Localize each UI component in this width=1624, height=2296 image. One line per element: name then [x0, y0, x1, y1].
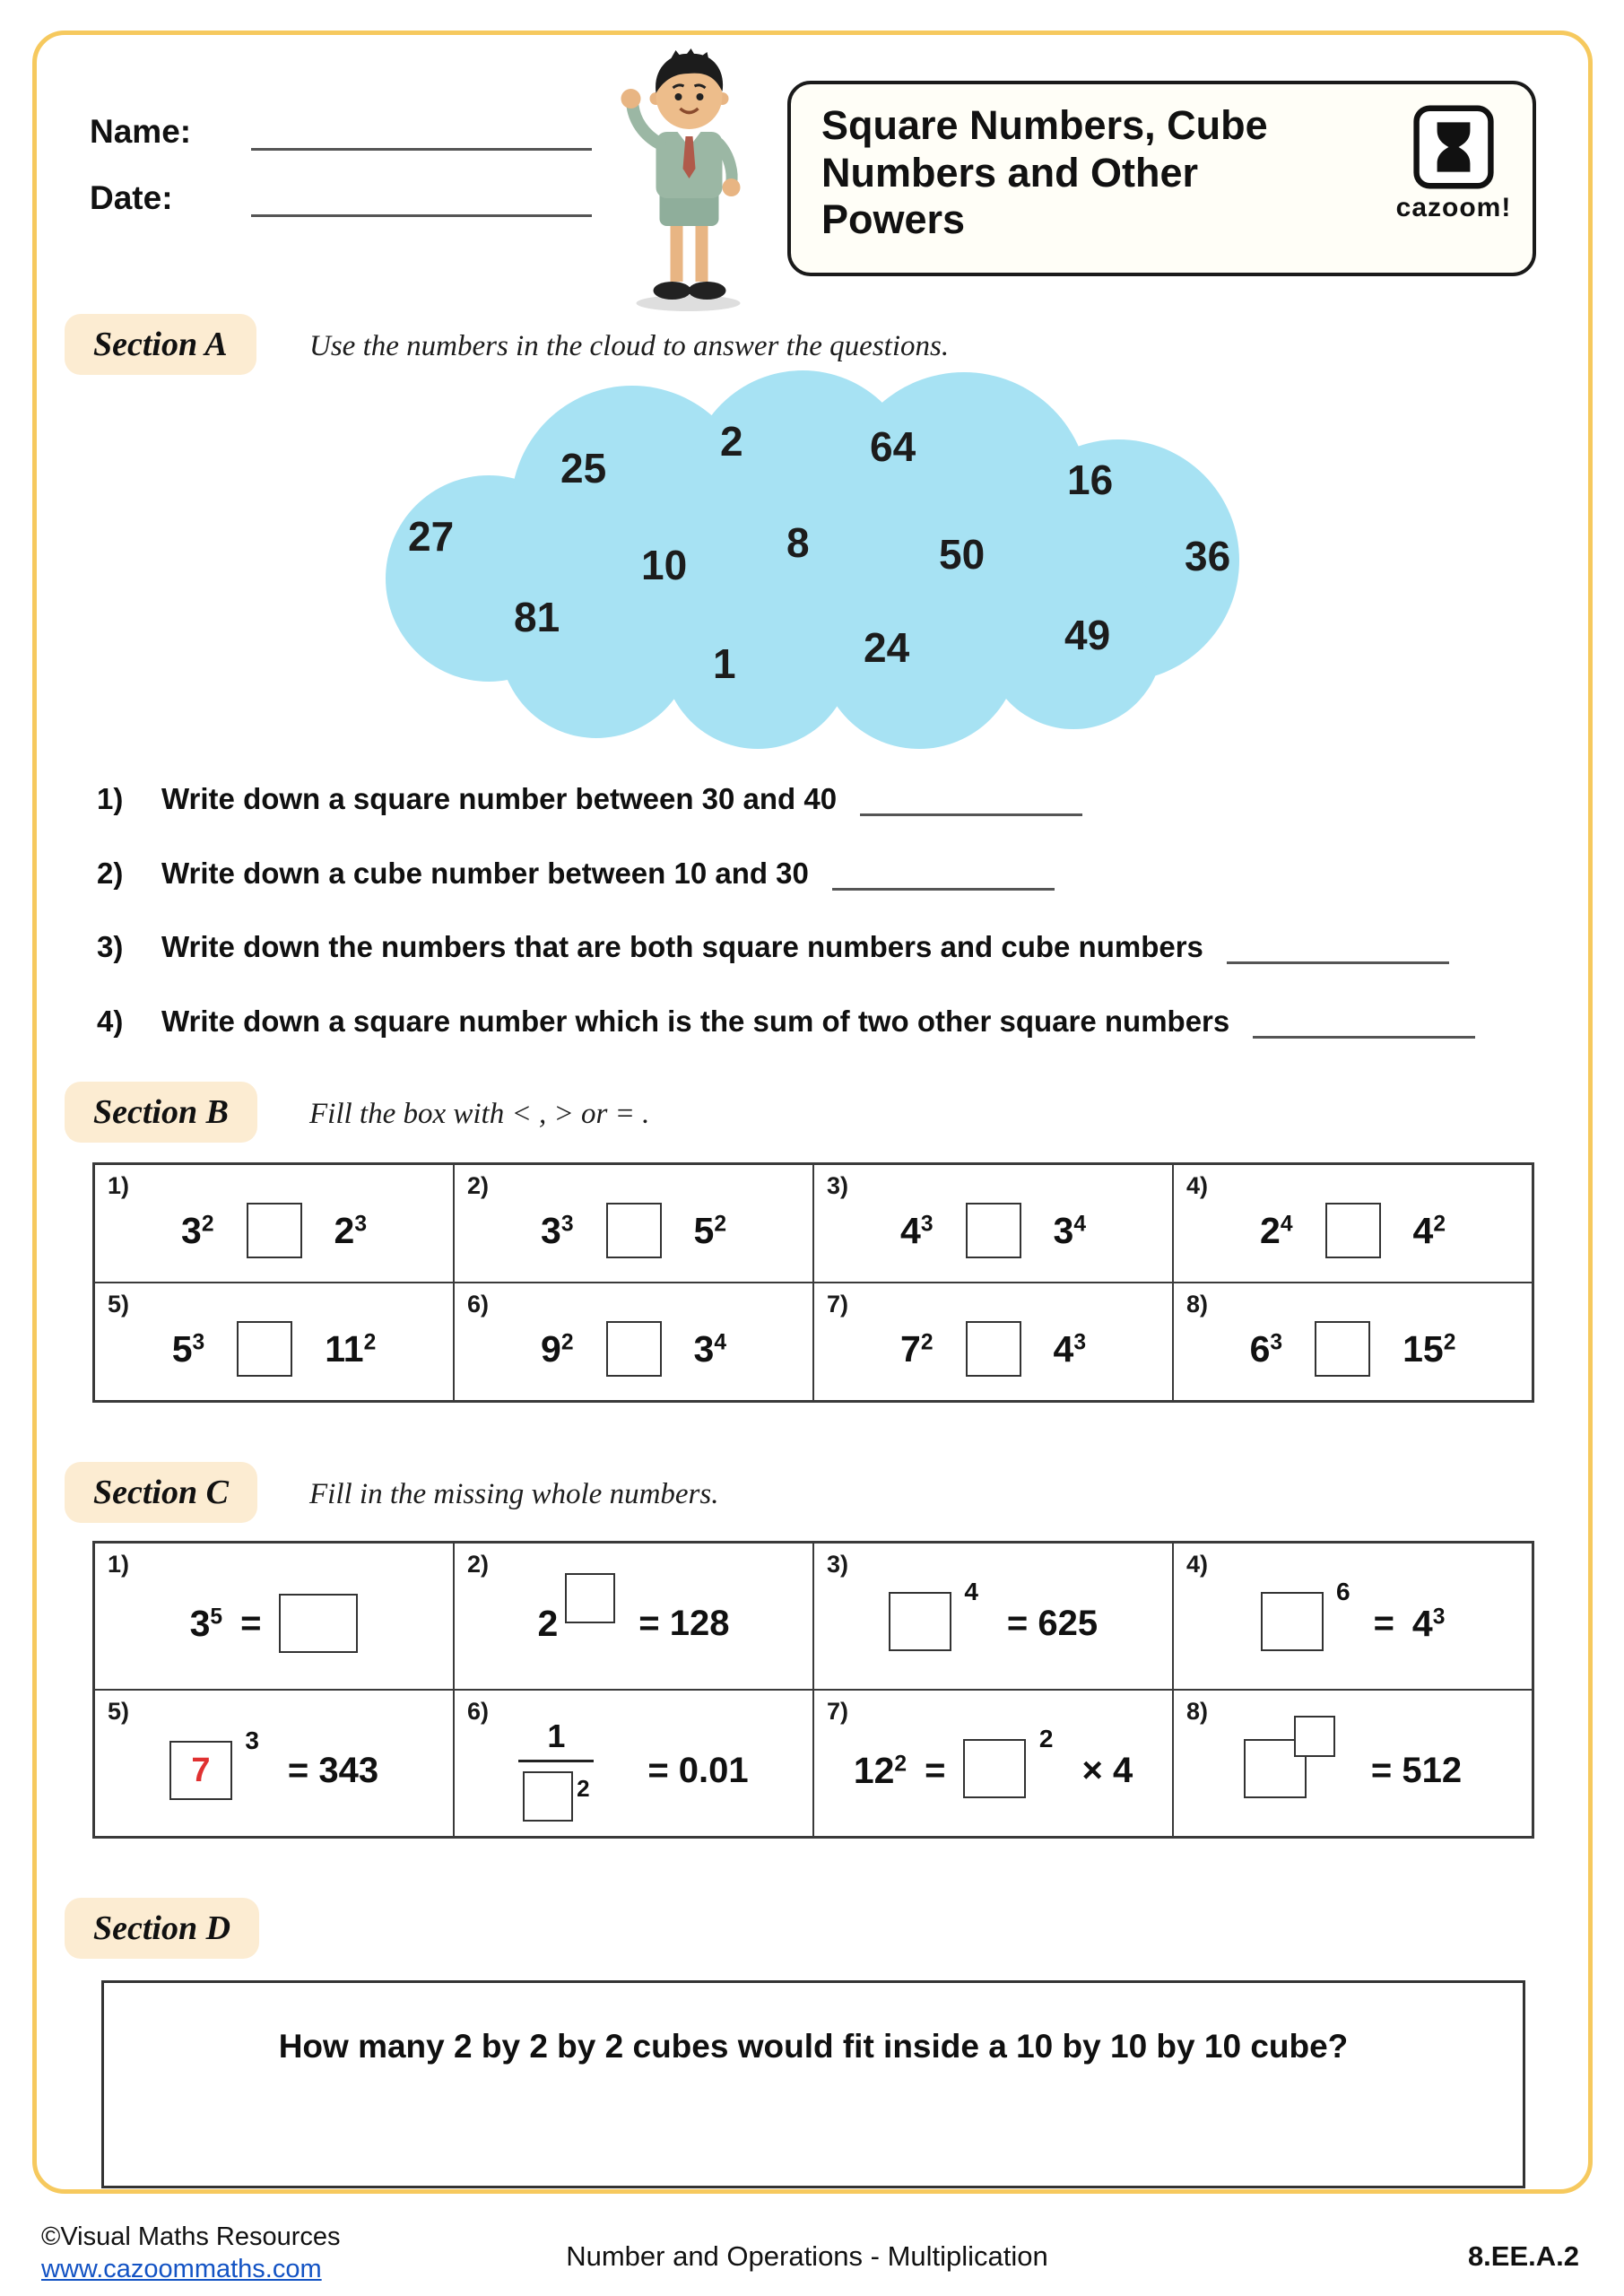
base-answer-box[interactable]: [889, 1592, 951, 1651]
answer-blank[interactable]: [860, 782, 1082, 816]
student-cartoon: [592, 47, 785, 316]
cloud-number: 36: [1185, 533, 1231, 579]
question-4: 4) Write down a square number which is the sum of two other square numbers: [97, 1004, 1475, 1039]
cazoom-logo-text: cazoom!: [1395, 193, 1512, 222]
name-blank[interactable]: [251, 113, 592, 151]
answer-blank[interactable]: [1253, 1004, 1475, 1039]
c-item-5: 5) 7 3 = 343: [94, 1690, 454, 1837]
answer-blank[interactable]: [832, 857, 1055, 891]
answer-blank[interactable]: [1227, 930, 1449, 964]
cloud-number: 24: [864, 624, 910, 671]
comparison-answer-box[interactable]: [606, 1203, 662, 1258]
right-expression: $11^2$: [325, 1327, 377, 1370]
c-item-3: 3) 4 = 625: [813, 1543, 1173, 1690]
b-item-6: 6) $9^2$ $3^4$: [454, 1283, 813, 1401]
cloud-number: 81: [514, 594, 560, 640]
worksheet-title-box: [787, 81, 1536, 276]
name-label: Name:: [90, 113, 192, 150]
base-answer-box[interactable]: [1261, 1592, 1324, 1651]
section-d-answer-area[interactable]: [101, 1980, 1525, 2188]
right-expression: $3^4$: [693, 1327, 726, 1370]
right-expression: $4^3$: [1053, 1327, 1086, 1370]
comparison-answer-box[interactable]: [1315, 1321, 1370, 1377]
b-item-5: 5) $5^3$ $11^2$: [94, 1283, 454, 1401]
answer-box[interactable]: [279, 1594, 358, 1653]
cloud-number: 27: [408, 513, 455, 560]
left-expression: $9^2$: [541, 1327, 574, 1370]
b-item-4: 4) $2^4$ $4^2$: [1173, 1164, 1533, 1283]
right-expression: $2^3$: [334, 1209, 367, 1251]
fraction-bar: [518, 1760, 594, 1762]
c-item-1: 1) $3^5$ =: [94, 1543, 454, 1690]
comparison-answer-box[interactable]: [1325, 1203, 1381, 1258]
cloud-number: 49: [1064, 612, 1111, 658]
cazoom-logo: [1391, 104, 1516, 223]
date-blank[interactable]: [251, 179, 592, 217]
left-expression: $3^3$: [541, 1209, 574, 1251]
question-1: 1) Write down a square number between 30 and 40: [97, 782, 1082, 816]
cloud-number: 64: [870, 423, 916, 470]
cloud-number: 16: [1067, 457, 1114, 503]
b-item-1: 1) $3^2$ $2^3$: [94, 1164, 454, 1283]
right-expression: $3^4$: [1053, 1209, 1086, 1251]
section-a-instruction: Use the numbers in the cloud to answer the questions.: [309, 330, 950, 362]
date-field: [90, 179, 592, 217]
c-item-8: 8) = 512: [1173, 1690, 1533, 1837]
number-cloud: [336, 370, 1260, 758]
left-expression: $3^2$: [181, 1209, 214, 1251]
fraction: $\frac{1}{2}$: [518, 1720, 594, 1822]
page-title: Square Numbers, Cube Numbers and Other Powers: [821, 102, 1268, 243]
date-label: Date:: [90, 179, 173, 216]
b-item-2: 2) $3^3$ $5^2$: [454, 1164, 813, 1283]
exponent-answer-box[interactable]: [1294, 1716, 1335, 1757]
copyright-text: ©Visual Maths Resources: [41, 2222, 341, 2251]
c-item-7: 7) $12^2$ = 2 × 4: [813, 1690, 1173, 1837]
base-answer-box[interactable]: [963, 1739, 1026, 1798]
question-2: 2) Write down a cube number between 10 and 30: [97, 857, 1055, 891]
b-item-7: 7) $7^2$ $4^3$: [813, 1283, 1173, 1401]
right-expression: $15^2$: [1403, 1327, 1456, 1370]
section-d-badge: Section D: [65, 1898, 259, 1959]
standard-code: 8.EE.A.2: [1467, 2240, 1579, 2272]
left-expression: $5^3$: [171, 1327, 205, 1370]
c-item-6: 6) $\frac{1}{2}$ = 0.01: [454, 1690, 813, 1837]
right-expression: $4^2$: [1412, 1209, 1446, 1251]
left-expression: $6^3$: [1249, 1327, 1283, 1370]
comparison-answer-box[interactable]: [237, 1321, 292, 1377]
section-b-badge: Section B: [65, 1082, 257, 1143]
denominator-answer-box[interactable]: [523, 1771, 573, 1822]
name-field: [90, 113, 592, 151]
cazoom-logo-icon: [1412, 104, 1495, 190]
c-item-2: 2) 2 = 128: [454, 1543, 813, 1690]
cloud-number: 2: [720, 418, 743, 465]
left-expression: $4^3$: [900, 1209, 934, 1251]
comparison-answer-box[interactable]: [247, 1203, 302, 1258]
section-a-badge: Section A: [65, 314, 256, 375]
comparison-answer-box[interactable]: [966, 1203, 1021, 1258]
cazoom-website-link[interactable]: www.cazoommaths.com: [41, 2255, 322, 2284]
left-expression: $7^2$: [900, 1327, 934, 1370]
footer-credits: [41, 2221, 341, 2286]
b-item-3: 3) $4^3$ $3^4$: [813, 1164, 1173, 1283]
footer-topic: Number and Operations - Multiplication: [566, 2240, 1048, 2272]
right-expression: $5^2$: [693, 1209, 726, 1251]
cloud-number: 1: [713, 640, 736, 687]
section-c-badge: Section C: [65, 1462, 257, 1523]
comparison-answer-box[interactable]: [606, 1321, 662, 1377]
b-item-8: 8) $6^3$ $15^2$: [1173, 1283, 1533, 1401]
cloud-number: 25: [560, 445, 607, 491]
question-3: 3) Write down the numbers that are both square numbers and cube numbers: [97, 930, 1449, 964]
section-c-grid: [92, 1541, 1534, 1839]
section-b-instruction: Fill the box with < , > or = .: [309, 1098, 650, 1130]
section-b-grid: [92, 1162, 1534, 1403]
section-c-instruction: Fill in the missing whole numbers.: [309, 1478, 719, 1510]
cloud-number: 8: [786, 519, 810, 566]
section-d-question: How many 2 by 2 by 2 cubes would fit inside a 10 by 10 by 10 cube?: [278, 2028, 1349, 2065]
filled-answer-box[interactable]: 7: [169, 1741, 232, 1800]
comparison-answer-box[interactable]: [966, 1321, 1021, 1377]
exponent-answer-box[interactable]: [565, 1573, 615, 1623]
cloud-number: 10: [641, 542, 688, 588]
cloud-number: 50: [939, 531, 986, 578]
left-expression: $2^4$: [1260, 1209, 1293, 1251]
c-item-4: 4) 6 = $4^3$: [1173, 1543, 1533, 1690]
